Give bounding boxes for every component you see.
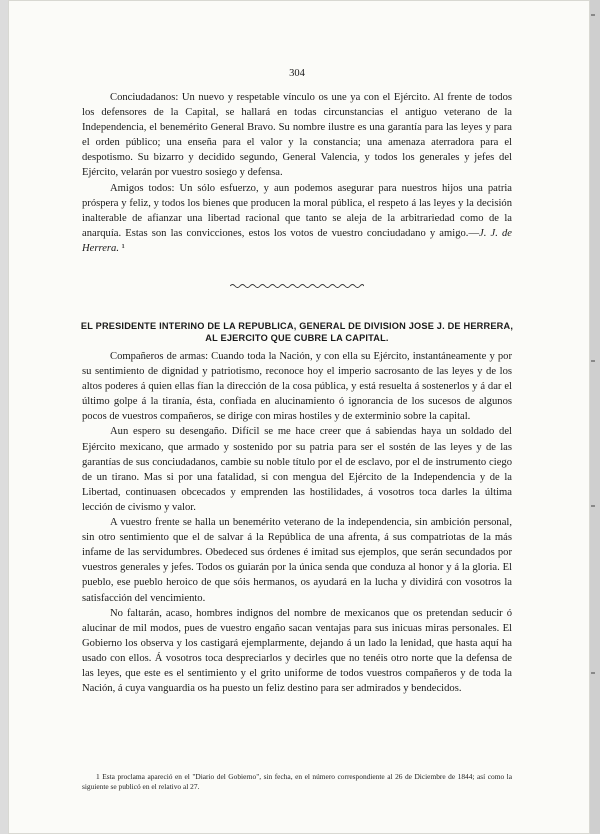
edge-mark xyxy=(591,505,595,507)
signature: J. J. de Herrera. xyxy=(82,227,513,254)
footnote xyxy=(82,772,512,792)
paragraph: Aun espero su desengaño. Difícil se me hace creer que á sabiendas haya un soldado del Ejército mexicano, que armado y sostenido por su patria para ser el sostén de las leyes y de las garantías de sus conciudadanos, cambie su noble título por el de esclavo, por el de instrumento ciego de un tirano. Mas si por una fatalidad, si con mengua del Ejército de la Independencia y de la Libertad, continuasen obcecados y emprenden las hostilidades, á vosotros toca darles la última lección de civismo y valor. xyxy=(82,426,512,513)
paragraph xyxy=(82,181,512,256)
heading-line: AL EJERCITO QUE CUBRE LA CAPITAL. xyxy=(205,333,389,343)
wavy-divider xyxy=(230,283,364,289)
paragraph: A vuestro frente se halla un benemérito veterano de la independencia, sin ambición personal, sin otro sentimiento que el de salvar á la República de una afrenta, á sus compatriotas de la más infame de las servidumbres. Obedeced sus órdenes é imitad sus ejemplos, que serán secundados por vuestros generales y jefes. Todos os guiarán por la única senda que conduza al honor y á la gloria. El pueblo, ese pueblo heroico de que sóis hermanos, os ayudará en la lucha y dividirá con vosotros la satisfacción del vencimiento. xyxy=(82,517,512,604)
page-edge xyxy=(590,0,600,834)
paragraph-text: Amigos todos: Un sólo esfuerzo, y aun podemos asegurar para nuestros hijos una patria próspera y feliz, y todos los bienes que producen la moral pública, el respeto á las leyes y la decisión inalterable de afianzar una libertad racional que tanto se aleja de la arbitrariedad como de la anarquía. Estas son las convicciones, estos los votos de vuestro conciudadano y amigo.— xyxy=(82,182,512,239)
footnote-text: 1 Esta proclama apareció en el "Diario del Gobierno", sin fecha, en el número correspondiente al 26 de Diciembre de 1844; así como la siguiente se publicó en el relativo al 27. xyxy=(82,772,512,791)
paragraph: Conciudadanos: Un nuevo y respetable vínculo os une ya con el Ejército. Al frente de todos los defensores de la Capital, se hallará en todas circunstancias el antiguo veterano de la Independencia, el benemérito General Bravo. Su nombre ilustre es una garantía para las leyes y para el orden público; una enseña para el valor y la constancia; una amenaza aterradora para el despotismo. Su bizarro y decidido segundo, General Valencia, y todos los generales y jefes del Ejército, velarán por vuestro sosiego y defensa. xyxy=(82,92,512,179)
paragraph: No faltarán, acaso, hombres indignos del nombre de mexicanos que os pretendan seducir ó alucinar de mil modos, pues de vuestro engaño sacan ventajas para sus inicuas miras personales. El Gobierno los observa y los castigará ejemplarmente, dejando á un lado la lenidad, que hasta aquí ha usado con ellos. Á vosotros toca despreciarlos y decirles que no tenéis otro norte que la defensa de las leyes, que este es el sentimiento y el grito uniforme de todos vuestros compañeros y de toda la Nación, á cuya vanguardia os ha puesto un feliz destino para ser admirados y bendecidos. xyxy=(82,607,512,695)
proclamation-body xyxy=(82,349,512,696)
section-heading xyxy=(76,320,518,344)
edge-mark xyxy=(591,672,595,674)
paragraph: Compañeros de armas: Cuando toda la Nación, y con ella su Ejército, instantáneamente y por su sentimiento de dignidad y patriotismo, reconoce hoy el imperio sacrosanto de las leyes y de los altos poderes á quien ellas fían la dirección de la cosa pública, y está resuelta á sostenerlos y á dar el último golpe á la tiranía, ésta, confiada en alucinamiento ó ignorancia de los sucesos de algunos pocos de vuestros compañeros, se dirige con miras hostiles y de exterminio sobre la capital. xyxy=(82,351,512,423)
footnote-marker: ¹ xyxy=(118,242,125,254)
edge-mark xyxy=(591,14,595,16)
page-number: 304 xyxy=(289,68,305,79)
edge-mark xyxy=(591,360,595,362)
proclamation-closing xyxy=(82,90,512,256)
heading-line: EL PRESIDENTE INTERINO DE LA REPUBLICA, GENERAL DE DIVISION JOSE J. DE HERRERA, xyxy=(80,321,514,331)
